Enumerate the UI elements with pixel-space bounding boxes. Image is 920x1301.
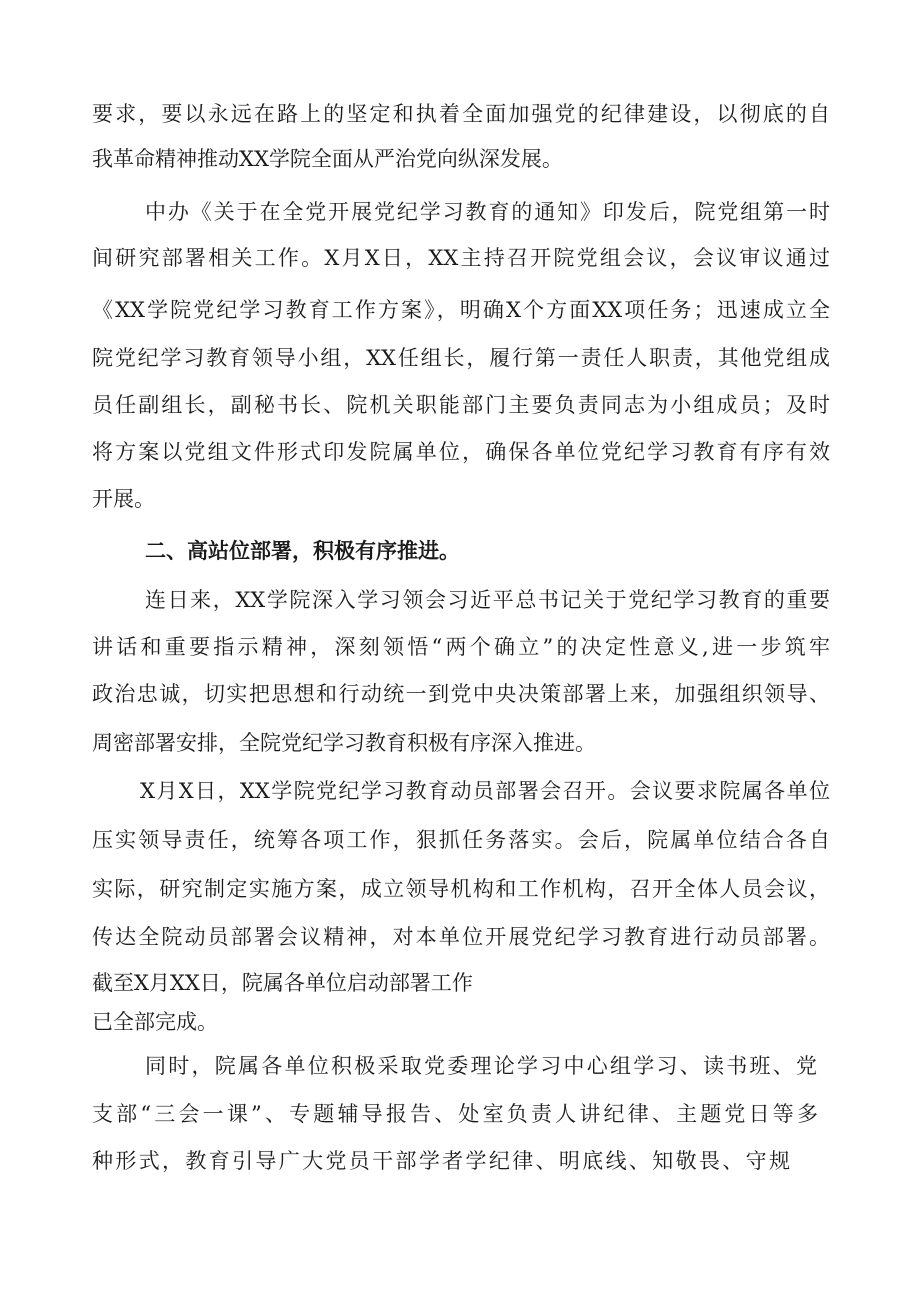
paragraph-2-line-3: 《XX学院党纪学习教育工作方案》，明确X个方面XX项任务；迅速成立全 — [92, 298, 830, 322]
paragraph-4-line-5: 截至X月XX日，院属各单位启动部署工作 — [92, 971, 473, 995]
paragraph-4-line-6: 已全部完成。 — [92, 1010, 218, 1034]
paragraph-1-line-2: 我革命精神推动XX学院全面从严治党向纵深发展。 — [92, 147, 563, 171]
paragraph-3-line-1: 连日来，XX学院深入学习领会习近平总书记关于党纪学习教育的重要 — [145, 588, 830, 612]
paragraph-1-line-1: 要求，要以永远在路上的坚定和执着全面加强党的纪律建设，以彻底的自 — [92, 102, 830, 126]
paragraph-2-line-6: 将方案以党组文件形式印发院属单位，确保各单位党纪学习教育有序有效 — [92, 440, 830, 464]
paragraph-4-line-3: 实际，研究制定实施方案，成立领导机构和工作机构，召开全体人员会议， — [92, 877, 830, 901]
paragraph-3-line-2: 讲话和重要指示精神，深刻领悟“两个确立”的决定性意义,进一步筑牢 — [92, 635, 830, 659]
paragraph-2-line-1: 中办《关于在全党开展党纪学习教育的通知》印发后，院党组第一时 — [145, 200, 830, 224]
paragraph-4-line-4: 传达全院动员部署会议精神，对本单位开展党纪学习教育进行动员部署。 — [92, 925, 830, 949]
paragraph-5-line-3: 种形式，教育引导广大党员干部学者学纪律、明底线、知敬畏、守规 — [92, 1149, 790, 1173]
paragraph-3-line-4: 周密部署安排，全院党纪学习教育积极有序深入推进。 — [92, 731, 596, 755]
paragraph-2-line-5: 员任副组长，副秘书长、院机关职能部门主要负责同志为小组成员；及时 — [92, 393, 830, 417]
paragraph-3-line-3: 政治忠诚，切实把思想和行动统一到党中央决策部署上来，加强组织领导、 — [92, 682, 830, 706]
section-heading: 二、高站位部署，积极有序推进。 — [145, 539, 460, 563]
paragraph-4-line-1: X月X日，XX学院党纪学习教育动员部署会召开。会议要求院属各单位 — [140, 779, 830, 803]
paragraph-4-line-2: 压实领导责任，统筹各项工作，狠抓任务落实。会后，院属单位结合各自 — [92, 828, 830, 852]
paragraph-5-line-2: 支部“三会一课”、专题辅导报告、处室负责人讲纪律、主题党日等多 — [92, 1102, 818, 1126]
paragraph-2-line-7: 开展。 — [92, 487, 155, 511]
paragraph-5-line-1: 同时，院属各单位积极采取党委理论学习中心组学习、读书班、党 — [145, 1054, 817, 1078]
paragraph-2-line-2: 间研究部署相关工作。X月X日，XX主持召开院党组会议，会议审议通过 — [92, 246, 830, 270]
paragraph-2-line-4: 院党纪学习教育领导小组，XX任组长，履行第一责任人职责，其他党组成 — [92, 346, 830, 370]
